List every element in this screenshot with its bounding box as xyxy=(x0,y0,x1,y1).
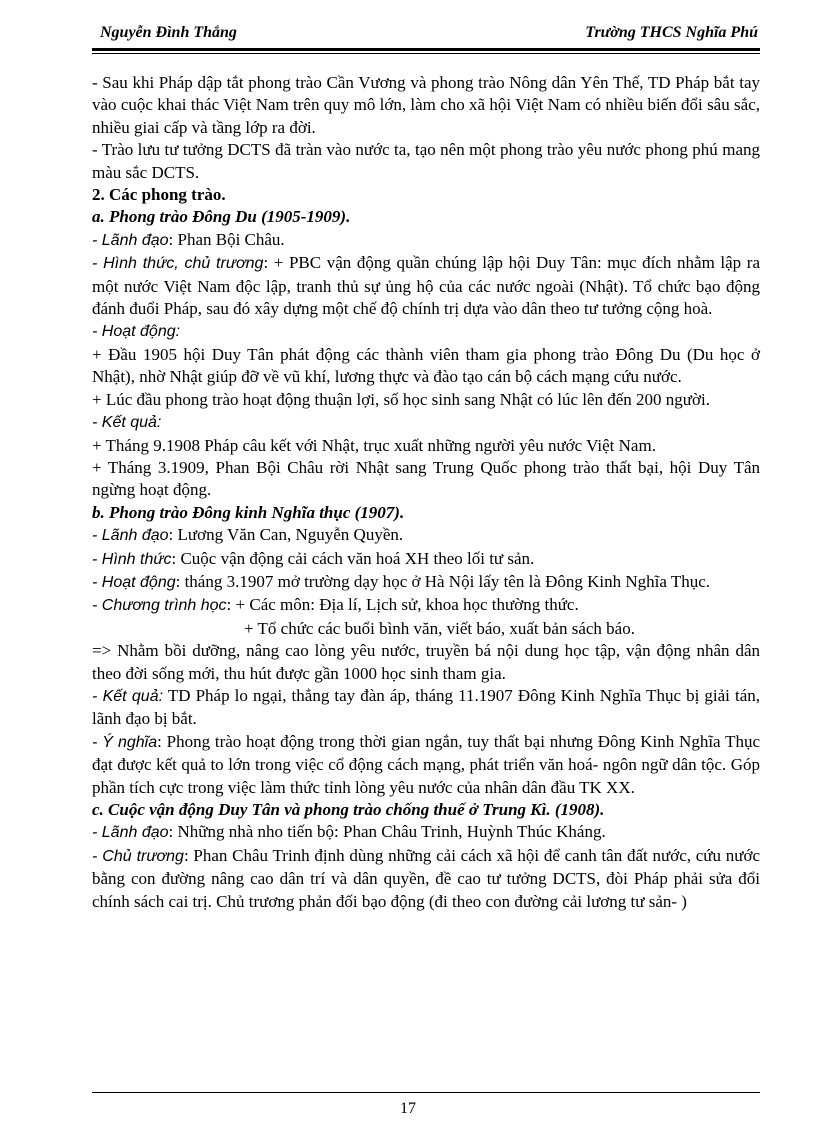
a-form-label: - Hình thức, chủ trương xyxy=(92,255,264,273)
b-curriculum-text: : + Các môn: Địa lí, Lịch sử, khoa học thường thức. xyxy=(226,595,579,615)
b-meaning-label: - Ý nghĩa xyxy=(92,733,158,751)
document-body xyxy=(92,72,760,913)
b-leader-text: : Lương Văn Can, Nguyễn Quyền. xyxy=(168,525,404,545)
c-leader xyxy=(92,821,760,844)
a-leader-label: - Lãnh đạo xyxy=(92,231,169,249)
b-leader-label: - Lãnh đạo xyxy=(92,527,169,545)
b-form-label: - Hình thức xyxy=(92,550,172,568)
b-curriculum-label: - Chương trình học xyxy=(92,597,227,615)
a-activity-2: + Lúc đầu phong trào hoạt động thuận lợi, số học sinh sang Nhật có lúc lên đến 200 người. xyxy=(92,389,710,409)
b-meaning-text: : Phong trào hoạt động trong thời gian ngắn, tuy thất bại nhưng Đông Kinh Nghĩa Thục đạt được kết quả to lớn trong việc cổ động cách mạng, phát triển văn hoá- ngôn ngữ dân tộc. Góp phần tích cực trong việc làm thức tỉnh lòng yêu nước của nhân dân đầu TK XX. xyxy=(92,731,760,797)
b-activity-label: - Hoạt động xyxy=(92,573,176,591)
b-result-label: - Kết quả: xyxy=(92,687,164,705)
a-leader-text: : Phan Bội Châu. xyxy=(168,229,285,249)
b-activity-text: : tháng 3.1907 mở trường dạy học ở Hà Nội lấy tên là Đông Kinh Nghĩa Thục. xyxy=(175,571,711,591)
c-policy-label: - Chủ trương xyxy=(92,847,184,865)
a-result-label: - Kết quả: xyxy=(92,414,162,432)
a-leader xyxy=(92,229,760,252)
b-form xyxy=(92,548,760,571)
a-result xyxy=(92,411,760,434)
c-leader-text: : Những nhà nho tiến bộ: Phan Châu Trinh, Huỳnh Thúc Kháng. xyxy=(168,822,606,842)
b-aim: => Nhằm bồi dưỡng, nâng cao lòng yêu nước, truyền bá nội dung học tập, vận động nhân dân theo đời sống mới, thu hút được gần 1000 học sinh tham gia. xyxy=(92,641,760,683)
c-leader-label: - Lãnh đạo xyxy=(92,824,169,842)
subsection-heading-a: a. Phong trào Đông Du (1905-1909). xyxy=(92,207,351,227)
a-form-text: : + PBC vận động quần chúng lập hội Duy Tân: mục đích nhằm lập ra một nước Việt Nam độc lập, tranh thủ sự ủng hộ của các nước ngoài (Nhật). Tổ chức bạo động đánh đuổi Pháp, sau đó xây dựng một chế độ chính trị dựa vào dân theo tư tưởng cộng hoà. xyxy=(92,253,760,319)
a-activity-label: - Hoạt động: xyxy=(92,323,181,341)
a-activity xyxy=(92,320,760,343)
header-rule-thick xyxy=(92,48,760,51)
paragraph-intro-1: - Sau khi Pháp dập tắt phong trào Cần Vương và phong trào Nông dân Yên Thế, TD Pháp bắt tay vào cuộc khai thác Việt Nam trên quy mô lớn, làm cho xã hội Việt Nam có nhiều biến đổi sâu sắc, nhiều giai cấp và tầng lớp ra đời. xyxy=(92,73,760,137)
c-policy-text: : Phan Châu Trinh định dùng những cải cách xã hội để canh tân đất nước, cứu nước bằng con đường nâng cao dân trí và dân quyền, đề cao tư tưởng DCTS, đòi Pháp phải sửa đổi chính sách cai trị. Chủ trương phản đối bạo động (đi theo con đường cải lương tư sản- ) xyxy=(92,845,760,911)
header-author: Nguyễn Đình Thắng xyxy=(100,24,237,41)
page-number: 17 xyxy=(400,1100,416,1117)
b-result-text: TD Pháp lo ngại, thẳng tay đàn áp, tháng 11.1907 Đông Kinh Nghĩa Thục bị giải tán, lãnh đạo bị bắt. xyxy=(92,685,760,729)
subsection-heading-b: b. Phong trào Đông kinh Nghĩa thục (1907). xyxy=(92,502,405,522)
b-leader xyxy=(92,524,760,547)
header-school: Trường THCS Nghĩa Phú xyxy=(585,24,758,41)
a-result-2: + Tháng 3.1909, Phan Bội Châu rời Nhật sang Trung Quốc phong trào thất bại, hội Duy Tân ngừng hoạt động. xyxy=(92,457,760,500)
c-policy xyxy=(92,845,760,913)
a-activity-1: + Đầu 1905 hội Duy Tân phát động các thành viên tham gia phong trào Đông Du (Du học ở Nhật), nhờ Nhật giúp đỡ về vũ khí, lương thực và đào tạo cán bộ cách mạng cứu nước. xyxy=(92,344,760,387)
b-curriculum-2: + Tổ chức các buổi bình văn, viết báo, xuất bản sách báo. xyxy=(244,618,635,638)
section-heading-2: 2. Các phong trào. xyxy=(92,185,226,205)
page-header xyxy=(92,22,760,46)
b-form-text: : Cuộc vận động cải cách văn hoá XH theo lối tư sản. xyxy=(171,548,535,568)
subsection-heading-c: c. Cuộc vận động Duy Tân và phong trào chống thuế ở Trung Kì. (1908). xyxy=(92,800,605,819)
b-activity xyxy=(92,571,760,594)
b-curriculum xyxy=(92,594,760,617)
paragraph-intro-2: - Trào lưu tư tưởng DCTS đã tràn vào nước ta, tạo nên một phong trào yêu nước phong phú mang màu sắc DCTS. xyxy=(92,140,760,182)
b-result xyxy=(92,685,760,731)
b-meaning xyxy=(92,731,760,799)
footer-rule xyxy=(92,1092,760,1093)
header-rule-thin xyxy=(92,53,760,54)
a-form xyxy=(92,252,760,320)
a-result-1: + Tháng 9.1908 Pháp câu kết với Nhật, trục xuất những người yêu nước Việt Nam. xyxy=(92,435,656,455)
